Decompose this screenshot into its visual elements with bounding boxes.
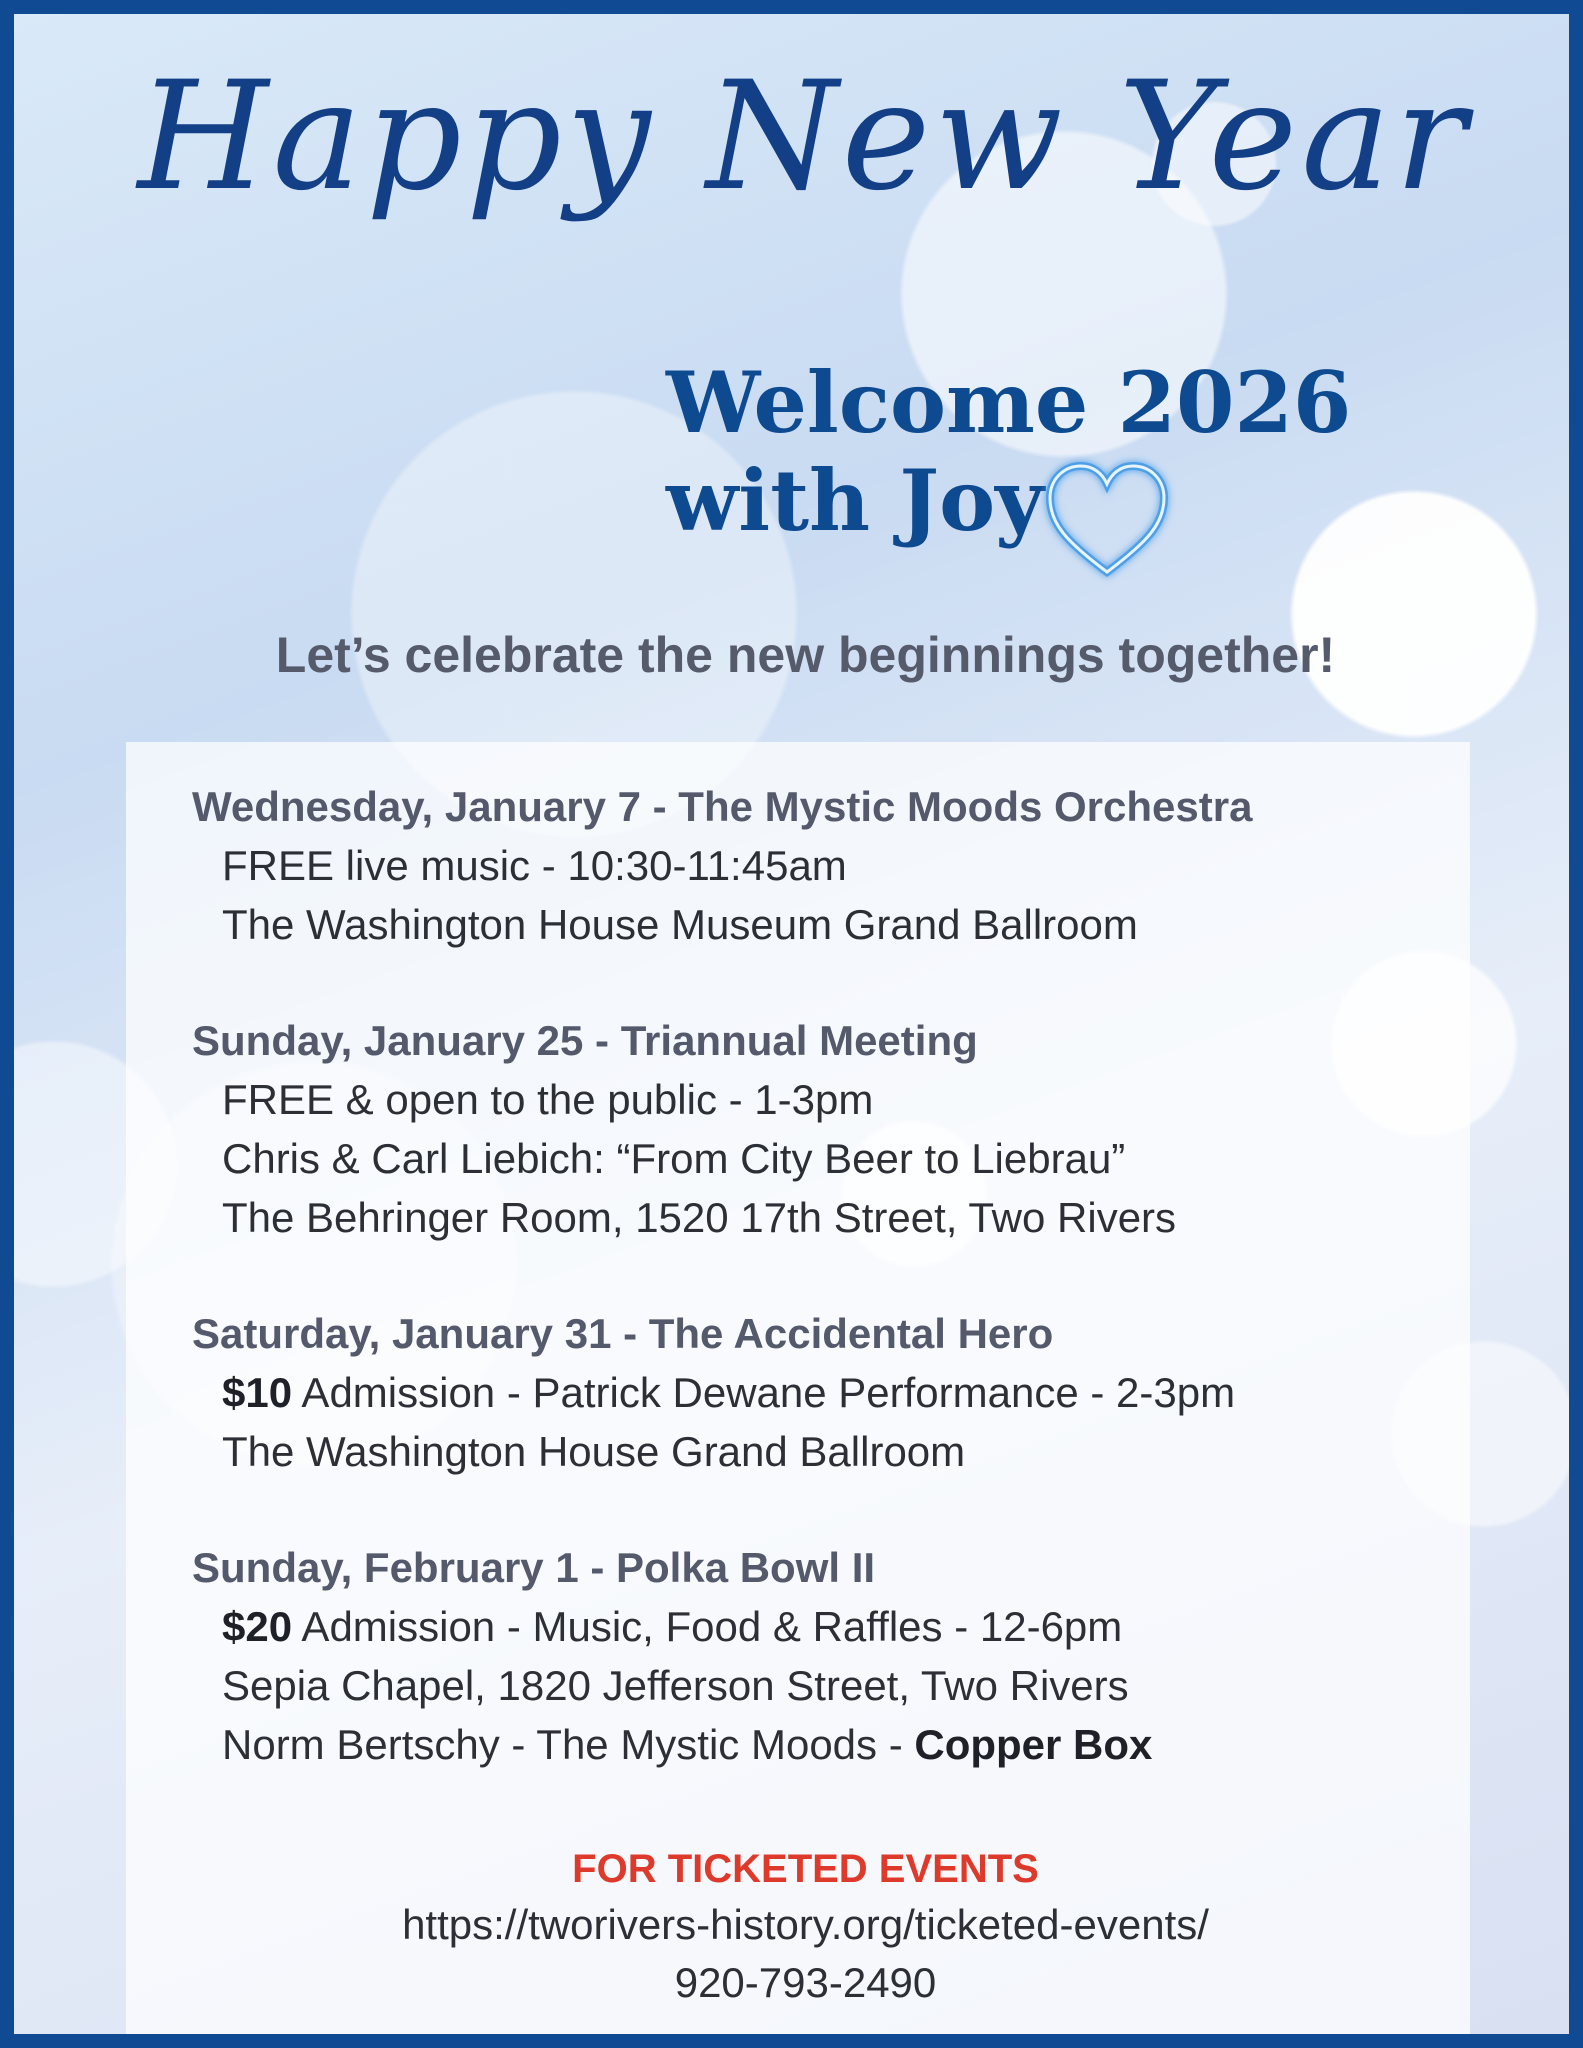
event-detail: FREE live music - 10:30-11:45am xyxy=(222,842,847,889)
event-title: Saturday, January 31 - The Accidental Hero xyxy=(192,1310,1054,1357)
event-item xyxy=(192,1012,1452,1247)
event-title: Wednesday, January 7 - The Mystic Moods Orchestra xyxy=(192,783,1253,830)
event-speaker: Chris & Carl Liebich: “From City Beer to Liebrau” xyxy=(222,1135,1126,1182)
event-detail-text: Admission - Patrick Dewane Performance - 2-3pm xyxy=(292,1369,1236,1416)
welcome-line-1: Welcome 2026 xyxy=(666,353,1352,452)
event-item xyxy=(192,1305,1452,1481)
event-location: The Washington House Grand Ballroom xyxy=(222,1428,966,1475)
event-detail-text: Admission - Music, Food & Raffles - 12-6pm xyxy=(292,1603,1123,1650)
ticket-heading: FOR TICKETED EVENTS xyxy=(572,1847,1039,1891)
ticket-phone: 920-793-2490 xyxy=(674,1959,937,2006)
event-detail xyxy=(192,1597,1452,1656)
event-performers xyxy=(192,1715,1452,1774)
event-location: The Washington House Museum Grand Ballroom xyxy=(222,901,1138,948)
script-title: Happy New Year xyxy=(137,50,1471,224)
featured-performer: Copper Box xyxy=(914,1721,1153,1768)
event-price: $20 xyxy=(222,1603,293,1650)
welcome-line-2: with Joy xyxy=(666,451,1044,550)
ticket-info xyxy=(134,1842,1477,2012)
event-title: Sunday, January 25 - Triannual Meeting xyxy=(192,1017,978,1064)
heart-icon xyxy=(1032,454,1182,584)
event-detail xyxy=(192,1363,1452,1422)
event-title: Sunday, February 1 - Polka Bowl II xyxy=(192,1544,876,1591)
tagline: Let’s celebrate the new beginnings together! xyxy=(275,627,1336,683)
event-location: Sepia Chapel, 1820 Jefferson Street, Two Rivers xyxy=(222,1662,1129,1709)
event-item xyxy=(192,778,1452,954)
performer-list: Norm Bertschy - The Mystic Moods - xyxy=(222,1721,915,1768)
ticket-url: https://tworivers-history.org/ticketed-events/ xyxy=(402,1901,1209,1948)
event-item xyxy=(192,1539,1452,1774)
event-detail: FREE & open to the public - 1-3pm xyxy=(222,1076,874,1123)
event-location: The Behringer Room, 1520 17th Street, Two Rivers xyxy=(222,1194,1177,1241)
event-price: $10 xyxy=(222,1369,293,1416)
event-list xyxy=(192,778,1452,1832)
